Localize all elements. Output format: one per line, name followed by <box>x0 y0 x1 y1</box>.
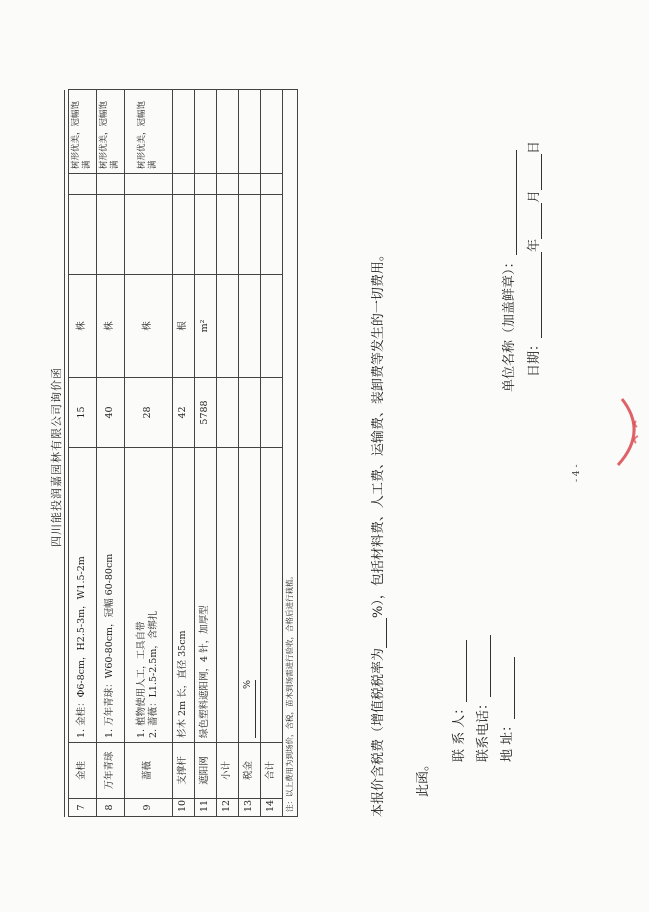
item-spec <box>172 448 194 743</box>
item-total <box>124 174 172 195</box>
item-remark: 树形优美，冠幅饱满 <box>124 90 172 174</box>
item-quantity: 5788 <box>194 378 216 448</box>
item-unit-price <box>260 195 282 275</box>
row-number: 11 <box>194 799 216 817</box>
spec-line: 杉木 2m 长，直径 35cm <box>176 630 188 738</box>
table-row <box>216 90 238 817</box>
item-unit <box>216 275 238 378</box>
item-quantity <box>216 378 238 448</box>
item-spec <box>216 448 238 743</box>
table-row <box>172 90 194 817</box>
item-name: 合计 <box>260 743 282 799</box>
closing-text: 此函。 <box>416 757 431 797</box>
item-quantity: 42 <box>172 378 194 448</box>
item-remark: 树形优美，冠幅饱满 <box>96 90 124 174</box>
contact-person-field: 联 系 人： <box>448 640 467 762</box>
contact-address-field: 地 址： <box>496 657 515 762</box>
item-unit <box>238 275 260 378</box>
item-quantity: 28 <box>124 378 172 448</box>
item-spec <box>124 448 172 743</box>
item-unit <box>260 275 282 378</box>
item-unit-price <box>172 195 194 275</box>
table-row <box>194 90 216 817</box>
item-spec <box>194 448 216 743</box>
item-unit: 株 <box>96 275 124 378</box>
item-total <box>194 174 216 195</box>
document-title: 四川能投润嘉园林有限公司询价函 <box>50 367 63 547</box>
item-spec <box>69 448 97 743</box>
spec-line: % <box>242 680 256 738</box>
item-total <box>96 174 124 195</box>
note-row <box>282 90 297 817</box>
item-unit: m² <box>194 275 216 378</box>
item-spec <box>260 448 282 743</box>
item-remark <box>172 90 194 174</box>
spec-line: 1. 植物使用人工，工具自带 <box>135 621 147 738</box>
item-name: 支撑杆 <box>172 743 194 799</box>
item-total <box>172 174 194 195</box>
item-spec <box>96 448 124 743</box>
item-remark <box>216 90 238 174</box>
item-unit-price <box>124 195 172 275</box>
quote-table <box>68 89 298 817</box>
item-name: 税金 <box>238 743 260 799</box>
item-unit-price <box>238 195 260 275</box>
table-row <box>260 90 282 817</box>
contact-phone-field: 联系电话： <box>472 635 491 762</box>
item-remark <box>194 90 216 174</box>
item-quantity: 15 <box>69 378 97 448</box>
item-name: 小计 <box>216 743 238 799</box>
item-unit: 根 <box>172 275 194 378</box>
item-unit-price <box>216 195 238 275</box>
date-field: 日期：年月日 <box>527 140 542 377</box>
item-unit: 株 <box>69 275 97 378</box>
header-rule <box>64 90 65 817</box>
item-name: 万年青球 <box>96 743 124 799</box>
item-name: 金桂 <box>69 743 97 799</box>
spec-line: 1. 万年青球：W60-80cm，冠幅 60-80cm <box>104 553 115 738</box>
row-number: 8 <box>96 799 124 817</box>
item-total <box>260 174 282 195</box>
tax-statement: 本报价含税费（增值税税率为 %），包括材料费、人工费、运输费、装卸费等发生的一切费用。 <box>371 248 386 817</box>
item-quantity <box>260 378 282 448</box>
spec-line: 绿色塑料遮阳网，4 针，加厚型 <box>198 605 210 738</box>
table-row <box>69 90 97 817</box>
item-remark: 树形优美，冠幅饱满 <box>69 90 97 174</box>
page-number: - 4 - <box>572 464 582 482</box>
item-unit-price <box>96 195 124 275</box>
row-number: 12 <box>216 799 238 817</box>
item-quantity <box>238 378 260 448</box>
table-row <box>238 90 260 817</box>
item-remark <box>238 90 260 174</box>
item-unit-price <box>194 195 216 275</box>
row-number: 13 <box>238 799 260 817</box>
item-name: 蔷薇 <box>124 743 172 799</box>
row-number: 14 <box>260 799 282 817</box>
item-spec <box>238 448 260 743</box>
item-name: 遮阳网 <box>194 743 216 799</box>
item-total <box>69 174 97 195</box>
item-quantity: 40 <box>96 378 124 448</box>
row-number: 7 <box>69 799 97 817</box>
item-unit-price <box>69 195 97 275</box>
table-row <box>124 90 172 817</box>
item-total <box>238 174 260 195</box>
red-seal-mark <box>612 397 649 467</box>
table-note: 注：以上费用为到场价，含税，苗木到场需进行验收，合格后进行栽植。 <box>282 90 297 817</box>
company-name-field: 单位名称（加盖鲜章）： <box>498 150 517 392</box>
row-number: 9 <box>124 799 172 817</box>
item-unit: 株 <box>124 275 172 378</box>
tax-rate-blank <box>371 618 387 648</box>
table-row <box>96 90 124 817</box>
spec-line: 1. 金桂：Φ6-8cm，H2.5-3m，W1.5-2m <box>76 556 88 738</box>
row-number: 10 <box>172 799 194 817</box>
spec-line: 2. 蔷薇：L1.5-2.5m，含绑扎 <box>148 610 160 738</box>
item-remark <box>260 90 282 174</box>
item-total <box>216 174 238 195</box>
